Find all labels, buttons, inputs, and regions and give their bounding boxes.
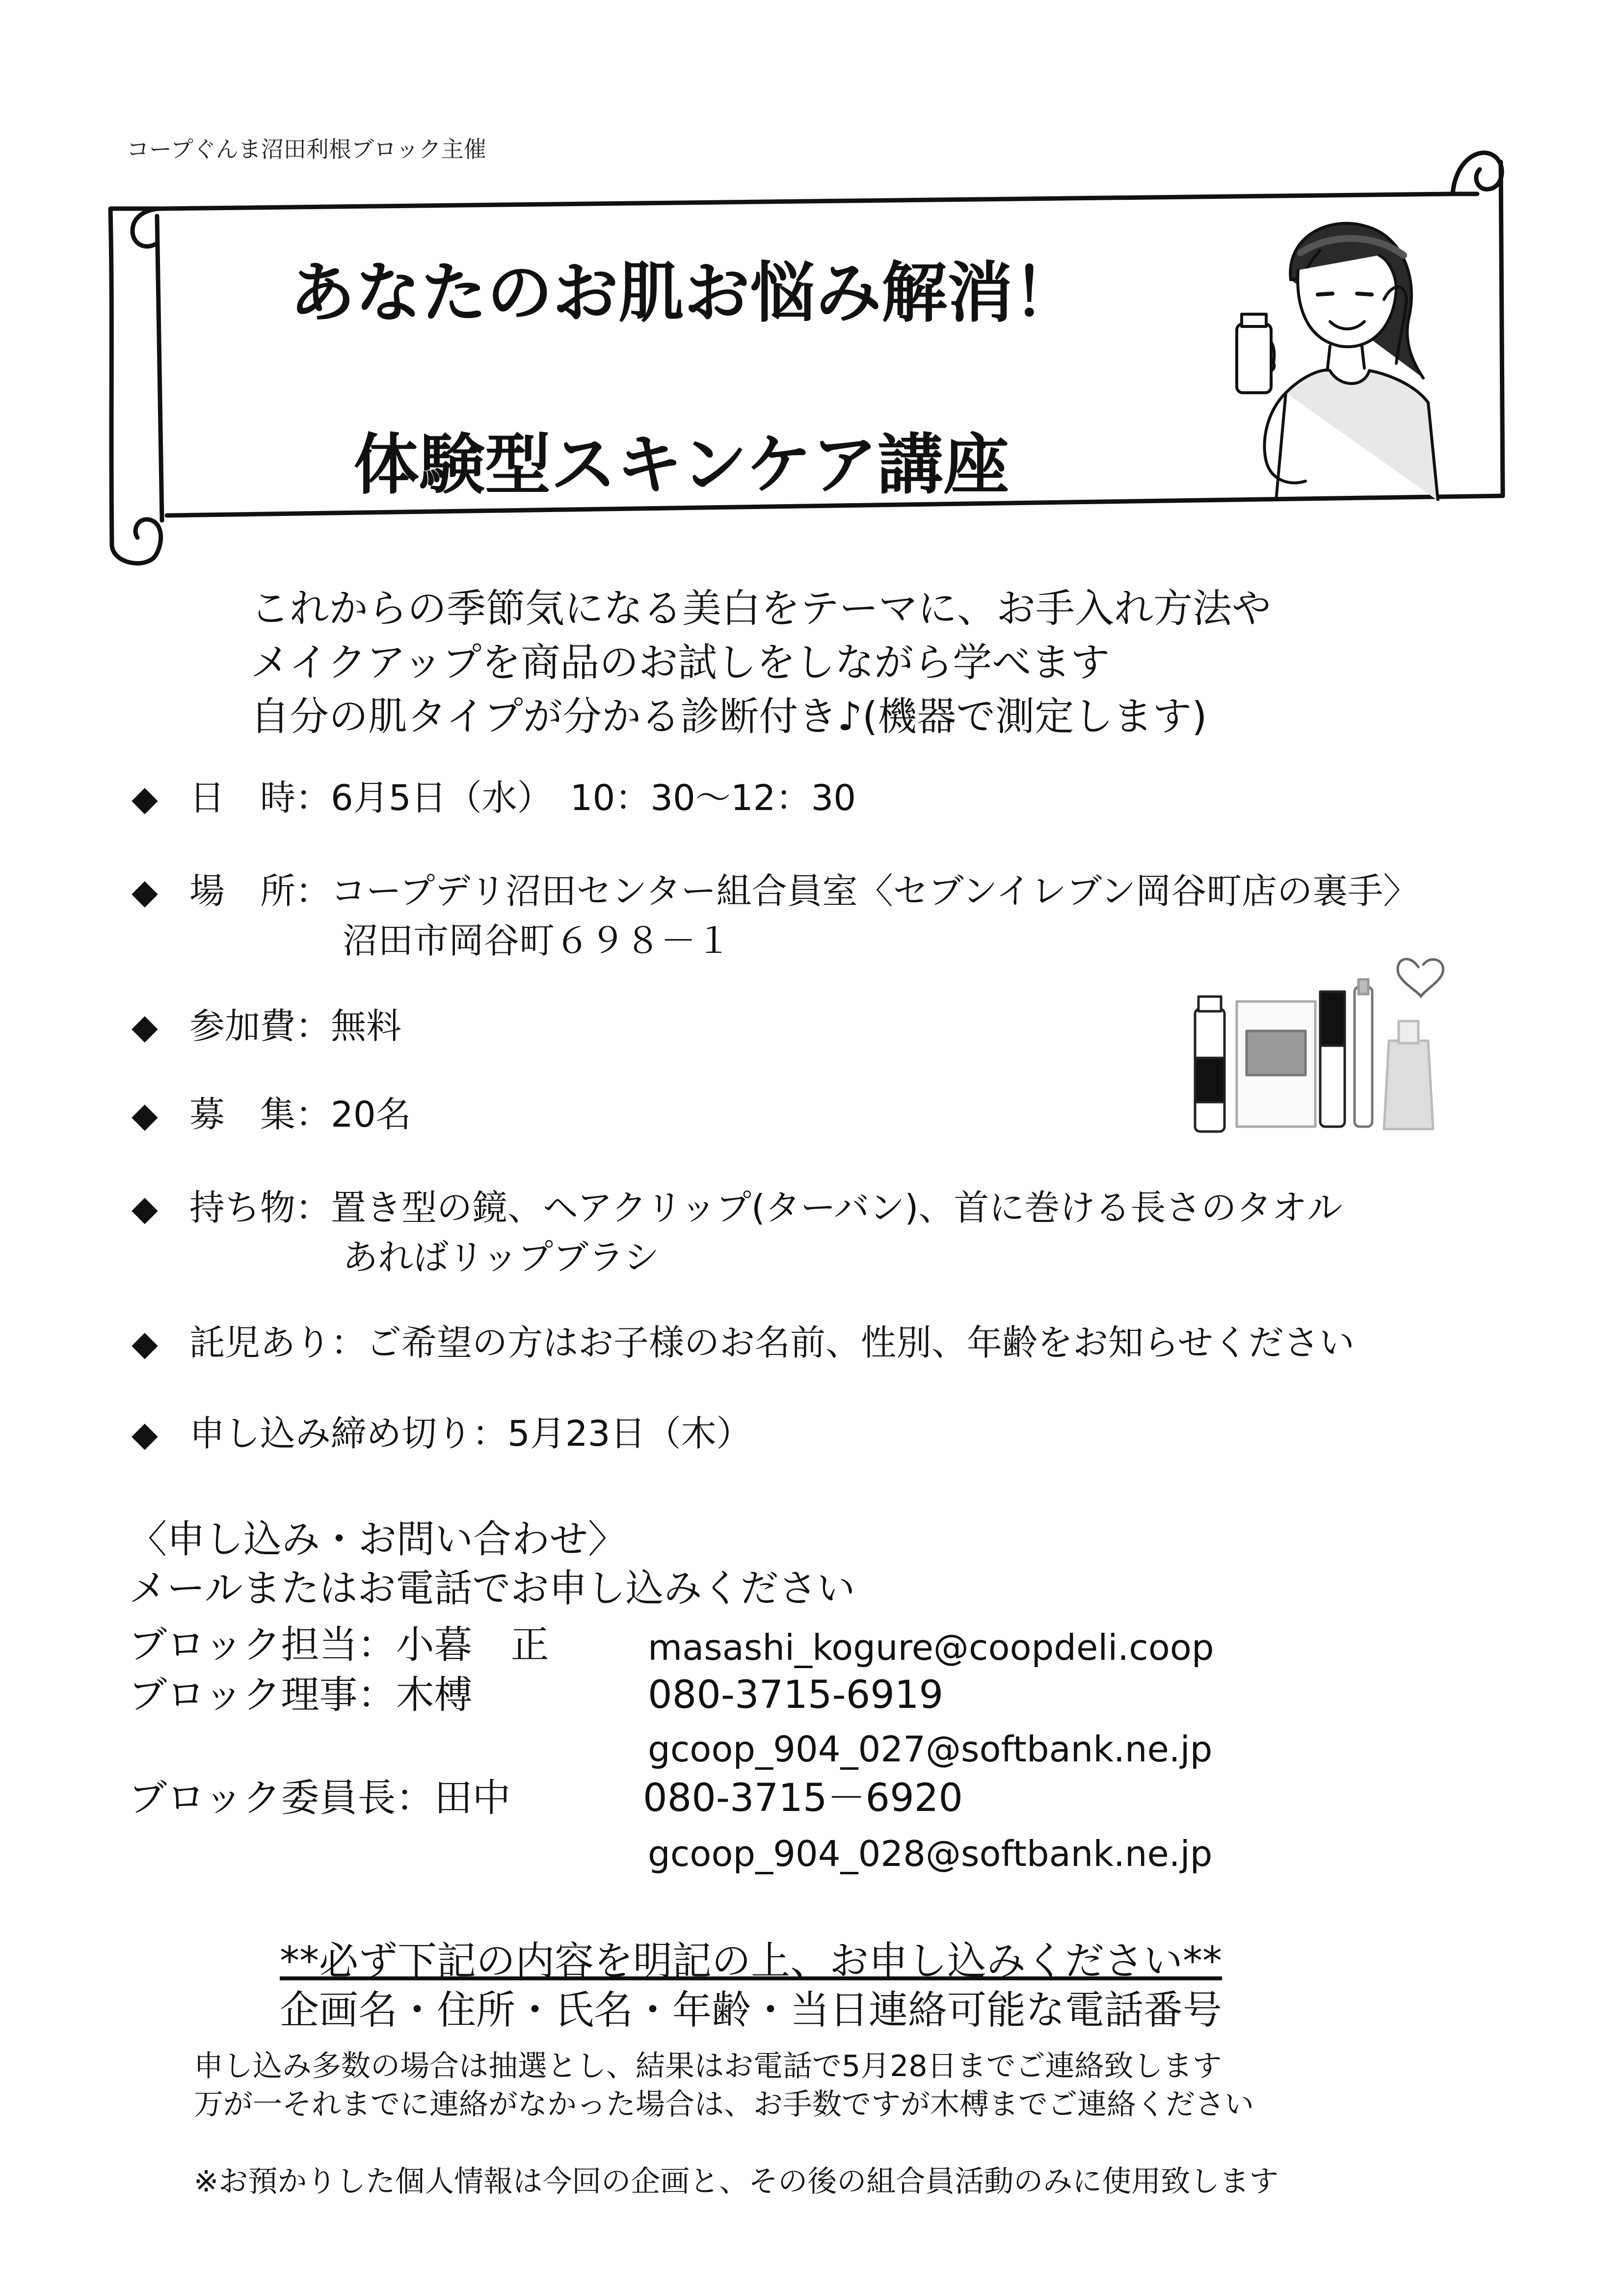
detail-datetime xyxy=(132,773,856,823)
intro-text xyxy=(250,582,1271,744)
contact-method: メールまたはお電話でお申し込みください xyxy=(129,1567,855,1611)
detail-value: 5月23日（木） xyxy=(507,1413,752,1454)
diamond-bullet-icon: ◆ xyxy=(132,1095,158,1135)
intro-line: これからの季節気になる美白をテーマに、お手入れ方法や xyxy=(250,586,1271,631)
woman-illustration xyxy=(1207,206,1467,501)
detail-label: 持ち物： xyxy=(189,1187,331,1228)
detail-label: 場 所： xyxy=(189,870,331,912)
diamond-bullet-icon: ◆ xyxy=(132,1323,158,1363)
detail-value-line-2: 沼田市岡谷町６９８－１ xyxy=(343,920,732,961)
detail-label: 日 時： xyxy=(189,777,331,818)
intro-line: 自分の肌タイプが分かる診断付き♪(機器で測定します) xyxy=(250,694,1207,739)
detail-childcare xyxy=(132,1318,1355,1368)
footnote-line: 申し込み多数の場合は抽選とし、結果はお電話で5月28日までご連絡致します xyxy=(194,2049,1222,2083)
privacy-note: ※お預かりした個人情報は今回の企画と、その後の組合員活動のみに使用致します xyxy=(194,2164,1279,2199)
contact-email[interactable]: gcoop_904_027@softbank.ne.jp xyxy=(648,1729,1213,1770)
contact-role: ブロック担当：小暮 正 xyxy=(129,1623,549,1667)
diamond-bullet-icon: ◆ xyxy=(132,1188,158,1228)
diamond-bullet-icon: ◆ xyxy=(132,1414,158,1454)
detail-fee xyxy=(132,1001,401,1051)
detail-value: コープデリ沼田センター組合員室〈セブンイレブン岡谷町店の裏手〉 xyxy=(331,870,1419,912)
contact-email[interactable]: gcoop_904_028@softbank.ne.jp xyxy=(648,1833,1213,1874)
notice-heading: **必ず下記の内容を明記の上、お申し込みください** xyxy=(280,1938,1222,1984)
diamond-bullet-icon: ◆ xyxy=(132,1006,158,1047)
intro-line: メイクアップを商品のお試しをしながら学べます xyxy=(250,640,1110,685)
contact-phone[interactable]: 080-3715－6920 xyxy=(643,1776,963,1820)
detail-label: 託児あり： xyxy=(189,1322,367,1363)
detail-label: 参加費： xyxy=(189,1005,331,1047)
detail-label: 申し込み締め切り： xyxy=(189,1413,508,1454)
detail-label: 募 集： xyxy=(189,1094,331,1135)
contact-phone[interactable]: 080-3715-6919 xyxy=(648,1673,944,1717)
detail-value: 置き型の鏡、ヘアクリップ(ターバン)、首に巻ける長さのタオル xyxy=(331,1187,1343,1228)
detail-value: 20名 xyxy=(331,1094,411,1135)
footnote-line: 万が一それまでに連絡がなかった場合は、お手数ですが木榑までご連絡ください xyxy=(194,2087,1254,2122)
diamond-bullet-icon: ◆ xyxy=(132,871,158,912)
detail-deadline xyxy=(132,1409,751,1459)
contact-role: ブロック理事：木榑 xyxy=(129,1673,473,1717)
detail-belongings xyxy=(132,1183,1342,1282)
contact-heading: 〈申し込み・お問い合わせ〉 xyxy=(129,1517,627,1562)
organizer-text: コープぐんま沼田利根ブロック主催 xyxy=(127,136,486,162)
detail-capacity xyxy=(132,1090,411,1139)
detail-value: 無料 xyxy=(331,1005,402,1047)
notice-required-items: 企画名・住所・氏名・年齢・当日連絡可能な電話番号 xyxy=(280,1987,1222,2033)
contact-email[interactable]: masashi_kogure@coopdeli.coop xyxy=(648,1627,1214,1668)
title-line-2: 体験型スキンケア講座 xyxy=(353,426,1009,503)
title-line-1: あなたのお肌お悩み解消！ xyxy=(290,254,1079,331)
detail-value: 6月5日（水） 10：30～12：30 xyxy=(331,777,856,818)
detail-value-line-2: あればリップブラシ xyxy=(343,1237,660,1278)
detail-value: ご希望の方はお子様のお名前、性別、年齢をお知らせください xyxy=(366,1322,1355,1363)
diamond-bullet-icon: ◆ xyxy=(132,778,158,818)
contact-role: ブロック委員長：田中 xyxy=(129,1776,511,1820)
cosmetics-illustration xyxy=(1173,933,1458,1139)
